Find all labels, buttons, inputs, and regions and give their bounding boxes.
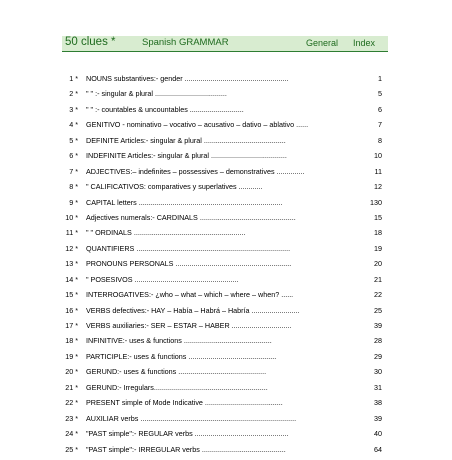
row-number: 6 *: [69, 151, 78, 161]
row-topic: AUXILIAR verbs ..............................................................................: [86, 413, 297, 423]
row-page: 39: [374, 321, 382, 330]
index-row[interactable]: [62, 105, 388, 120]
row-page: 29: [374, 351, 382, 361]
row-page: 64: [374, 444, 382, 454]
row-number: 12 *: [65, 243, 78, 253]
index-row[interactable]: [62, 198, 388, 213]
row-number: 19 *: [65, 351, 78, 361]
header-general-label: General: [306, 38, 339, 48]
row-number: 20 *: [65, 367, 78, 377]
row-number: 16 *: [65, 305, 78, 315]
header-index-label: Index: [353, 38, 376, 48]
row-topic: Adjectives numerals:- CARDINALS ................................................: [86, 212, 296, 222]
index-row[interactable]: [62, 383, 388, 398]
header-title: Spanish GRAMMAR: [142, 37, 229, 48]
row-number: 7 *: [69, 166, 78, 176]
row-page: 21: [374, 274, 382, 284]
row-number: 11 *: [65, 228, 78, 238]
row-number: 23 *: [65, 413, 78, 423]
row-page: 22: [374, 290, 382, 300]
index-row[interactable]: [62, 151, 388, 166]
row-number: 21 *: [65, 382, 78, 392]
row-page: 39: [374, 413, 382, 423]
row-topic: CAPITAL letters ........................................................................: [86, 197, 283, 207]
row-page: 12: [374, 182, 382, 192]
index-row[interactable]: [62, 367, 388, 382]
index-row[interactable]: [62, 228, 388, 243]
row-topic: VERBS auxiliaries:- SER – ESTAR – HABER ..............................: [86, 321, 292, 330]
row-number: 22 *: [65, 398, 78, 408]
row-number: 17 *: [65, 321, 78, 330]
index-row[interactable]: [62, 321, 388, 336]
row-page: 18: [374, 228, 382, 238]
row-topic: NOUNS substantives:- gender ....................................................: [86, 74, 289, 83]
index-row[interactable]: [62, 352, 388, 367]
row-number: 9 *: [69, 197, 78, 207]
row-page: 8: [378, 135, 382, 145]
row-page: 19: [374, 243, 382, 253]
row-topic: PRONOUNS PERSONALS ..........................................................: [86, 259, 292, 269]
index-row[interactable]: [62, 398, 388, 413]
row-topic: " " ORDINALS ........................................................: [86, 228, 246, 238]
row-page: 1: [378, 74, 382, 83]
row-page: 7: [378, 120, 382, 130]
index-row[interactable]: [62, 244, 388, 259]
row-page: 6: [378, 104, 382, 114]
index-row[interactable]: [62, 445, 388, 460]
index-row[interactable]: [62, 74, 388, 89]
index-row[interactable]: [62, 290, 388, 305]
row-page: 28: [374, 336, 382, 346]
index-row[interactable]: [62, 259, 388, 274]
index-row[interactable]: [62, 275, 388, 290]
row-page: 31: [374, 382, 382, 392]
row-page: 38: [374, 398, 382, 408]
row-number: 2 *: [69, 89, 78, 99]
row-topic: " CALIFICATIVOS: comparatives y superlatives ............: [86, 182, 263, 192]
row-page: 10: [374, 151, 382, 161]
index-row[interactable]: [62, 306, 388, 321]
row-number: 25 *: [65, 444, 78, 454]
row-topic: GERUND:- uses & functions ............................................: [86, 367, 267, 377]
row-number: 24 *: [65, 429, 78, 439]
row-topic: ADJECTIVES:– indefinites – possessives – demonstratives ..............: [86, 166, 305, 176]
row-number: 8 *: [69, 182, 78, 192]
row-topic: " " :- countables & uncountables ...........................: [86, 104, 244, 114]
row-number: 5 *: [69, 135, 78, 145]
index-row[interactable]: [62, 182, 388, 197]
row-topic: INTERROGATIVES:- ¿who – what – which – where – when? ......: [86, 290, 294, 300]
row-number: 15 *: [65, 290, 78, 300]
row-page: 15: [374, 212, 382, 222]
index-row[interactable]: [62, 136, 388, 151]
row-topic: QUANTIFIERS .............................................................................: [86, 243, 291, 253]
index-row[interactable]: [62, 89, 388, 104]
row-number: 18 *: [65, 336, 78, 346]
header-title-number: 50 clues *: [65, 36, 116, 48]
row-topic: PRESENT simple of Mode Indicative .......................................: [86, 398, 283, 408]
row-topic: " POSESIVOS ....................................................: [86, 274, 239, 284]
index-header-bar: [62, 36, 388, 52]
row-number: 1 *: [69, 74, 78, 83]
row-page: 40: [374, 429, 382, 439]
row-topic: DEFINITE Articles:- singular & plural .........................................: [86, 135, 286, 145]
row-topic: "PAST simple":- REGULAR verbs ...............................................: [86, 429, 289, 439]
row-topic: INDEFINITE Articles:- singular & plural ......................................: [86, 151, 287, 161]
row-topic: PARTICIPLE:- uses & functions ............................................: [86, 351, 277, 361]
index-row[interactable]: [62, 414, 388, 429]
row-topic: " " :- singular & plural ....................................: [86, 89, 227, 99]
row-number: 3 *: [69, 104, 78, 114]
row-page: 5: [378, 89, 382, 99]
index-row[interactable]: [62, 167, 388, 182]
row-page: 25: [374, 305, 382, 315]
index-row[interactable]: [62, 120, 388, 135]
row-page: 11: [374, 166, 382, 176]
index-row[interactable]: [62, 336, 388, 351]
row-page: 130: [370, 197, 382, 207]
index-list: [62, 74, 388, 460]
row-number: 4 *: [69, 120, 78, 130]
row-page: 20: [374, 259, 382, 269]
row-topic: "PAST simple":- IRREGULAR verbs ..........................................: [86, 444, 286, 454]
index-row[interactable]: [62, 213, 388, 228]
row-number: 14 *: [65, 274, 78, 284]
row-topic: GENITIVO - nominativo – vocativo – acusativo – dativo – ablativo ......: [86, 120, 309, 130]
row-page: 30: [374, 367, 382, 377]
row-number: 13 *: [65, 259, 78, 269]
row-topic: VERBS defectives:- HAY – Había – Habrá – Habría ........................: [86, 305, 300, 315]
index-row[interactable]: [62, 429, 388, 444]
row-number: 10 *: [65, 212, 78, 222]
row-topic: GERUND:- Irregulars.........................................................: [86, 382, 268, 392]
row-topic: INFINITIVE:- uses & functions ............................................: [86, 336, 272, 346]
